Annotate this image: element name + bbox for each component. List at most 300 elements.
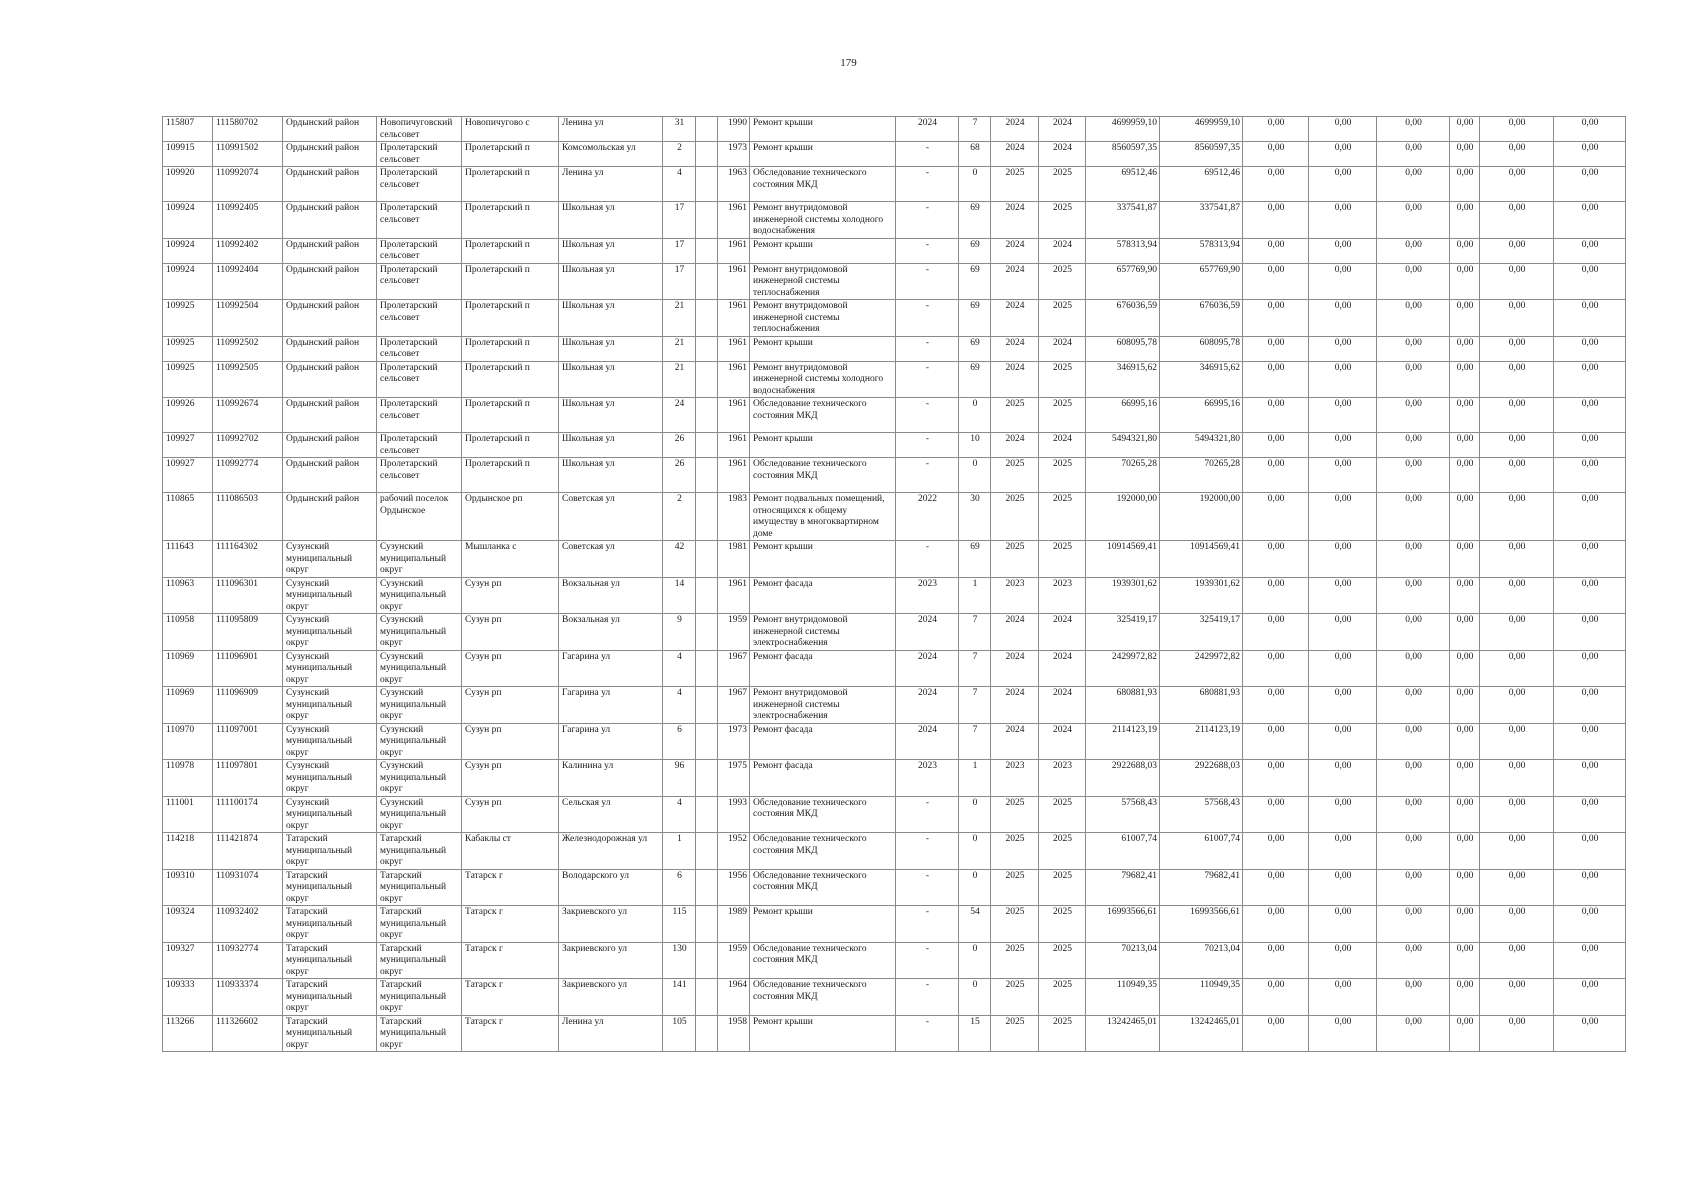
amount-cell-2: 0,00 bbox=[1309, 167, 1377, 202]
amount-cell-3: 0,00 bbox=[1377, 238, 1450, 263]
plan-start-year-cell: 2025 bbox=[991, 458, 1039, 493]
build-year-cell: 1961 bbox=[718, 398, 750, 433]
plan-end-year-cell: 2024 bbox=[1039, 117, 1086, 142]
district-cell: Ордынский район bbox=[283, 336, 377, 361]
table-row bbox=[163, 202, 1626, 239]
amount-cell-2: 0,00 bbox=[1309, 687, 1377, 724]
amount-cell-5: 0,00 bbox=[1480, 1015, 1554, 1052]
amount-cell-1: 0,00 bbox=[1243, 493, 1309, 541]
amount-cell-2: 0,00 bbox=[1309, 650, 1377, 687]
build-year-cell: 1973 bbox=[718, 723, 750, 760]
work-type-cell: Ремонт подвальных помещений, относящихся к общему имуществу в многоквартирном доме bbox=[750, 493, 896, 541]
house-number-cell: 1 bbox=[663, 833, 696, 870]
wear-percent-cell: 0 bbox=[959, 398, 991, 433]
amount-cell-3: 0,00 bbox=[1377, 979, 1450, 1016]
house-number-cell: 4 bbox=[663, 167, 696, 202]
work-code-cell: 110992504 bbox=[213, 300, 283, 337]
total-cost-cell: 8560597,35 bbox=[1160, 142, 1243, 167]
plan-start-year-cell: 2024 bbox=[991, 687, 1039, 724]
locality-cell: Татарск г bbox=[462, 869, 559, 906]
wear-percent-cell: 7 bbox=[959, 614, 991, 651]
house-number-cell: 31 bbox=[663, 117, 696, 142]
plan-start-year-cell: 2024 bbox=[991, 142, 1039, 167]
wear-percent-cell: 0 bbox=[959, 869, 991, 906]
amount-cell-6: 0,00 bbox=[1554, 796, 1626, 833]
locality-cell: Пролетарский п bbox=[462, 202, 559, 239]
district-cell: Ордынский район bbox=[283, 493, 377, 541]
building-letter-cell bbox=[696, 433, 718, 458]
work-type-cell: Обследование технического состояния МКД bbox=[750, 979, 896, 1016]
plan-end-year-cell: 2025 bbox=[1039, 833, 1086, 870]
work-code-cell: 111097801 bbox=[213, 760, 283, 797]
locality-cell: Пролетарский п bbox=[462, 300, 559, 337]
build-year-cell: 1956 bbox=[718, 869, 750, 906]
previous-repair-year-cell: - bbox=[896, 1015, 959, 1052]
amount-cell-6: 0,00 bbox=[1554, 979, 1626, 1016]
plan-end-year-cell: 2025 bbox=[1039, 398, 1086, 433]
amount-cell-5: 0,00 bbox=[1480, 869, 1554, 906]
plan-end-year-cell: 2025 bbox=[1039, 361, 1086, 398]
building-letter-cell bbox=[696, 687, 718, 724]
wear-percent-cell: 69 bbox=[959, 238, 991, 263]
total-cost-cell: 110949,35 bbox=[1160, 979, 1243, 1016]
municipality-cell: Пролетарский сельсовет bbox=[377, 263, 462, 300]
municipality-cell: Пролетарский сельсовет bbox=[377, 398, 462, 433]
total-cost-cell: 2114123,19 bbox=[1160, 723, 1243, 760]
amount-cell-1: 0,00 bbox=[1243, 796, 1309, 833]
previous-repair-year-cell: 2024 bbox=[896, 687, 959, 724]
previous-repair-year-cell: - bbox=[896, 906, 959, 943]
building-letter-cell bbox=[696, 336, 718, 361]
house-id-cell: 109310 bbox=[163, 869, 213, 906]
street-cell: Школьная ул bbox=[559, 398, 663, 433]
amount-cell-2: 0,00 bbox=[1309, 614, 1377, 651]
work-type-cell: Обследование технического состояния МКД bbox=[750, 167, 896, 202]
amount-cell-1: 0,00 bbox=[1243, 117, 1309, 142]
work-code-cell: 111580702 bbox=[213, 117, 283, 142]
work-type-cell: Обследование технического состояния МКД bbox=[750, 869, 896, 906]
amount-cell-1: 0,00 bbox=[1243, 167, 1309, 202]
plan-start-year-cell: 2025 bbox=[991, 796, 1039, 833]
total-cost-cell: 57568,43 bbox=[1160, 796, 1243, 833]
house-number-cell: 17 bbox=[663, 238, 696, 263]
street-cell: Гагарина ул bbox=[559, 650, 663, 687]
cost-cell: 1939301,62 bbox=[1086, 577, 1160, 614]
amount-cell-6: 0,00 bbox=[1554, 433, 1626, 458]
table-row bbox=[163, 263, 1626, 300]
plan-end-year-cell: 2024 bbox=[1039, 238, 1086, 263]
house-id-cell: 114218 bbox=[163, 833, 213, 870]
building-letter-cell bbox=[696, 979, 718, 1016]
amount-cell-3: 0,00 bbox=[1377, 541, 1450, 578]
plan-start-year-cell: 2024 bbox=[991, 614, 1039, 651]
street-cell: Ленина ул bbox=[559, 117, 663, 142]
amount-cell-5: 0,00 bbox=[1480, 906, 1554, 943]
work-code-cell: 110932402 bbox=[213, 906, 283, 943]
house-number-cell: 4 bbox=[663, 796, 696, 833]
previous-repair-year-cell: - bbox=[896, 796, 959, 833]
amount-cell-4: 0,00 bbox=[1450, 979, 1480, 1016]
table-row bbox=[163, 433, 1626, 458]
work-code-cell: 110992402 bbox=[213, 238, 283, 263]
municipality-cell: Сузунский муниципальный округ bbox=[377, 723, 462, 760]
total-cost-cell: 13242465,01 bbox=[1160, 1015, 1243, 1052]
municipality-cell: Татарский муниципальный округ bbox=[377, 833, 462, 870]
locality-cell: Сузун рп bbox=[462, 614, 559, 651]
plan-end-year-cell: 2025 bbox=[1039, 796, 1086, 833]
plan-start-year-cell: 2024 bbox=[991, 300, 1039, 337]
amount-cell-3: 0,00 bbox=[1377, 117, 1450, 142]
locality-cell: Ордынское рп bbox=[462, 493, 559, 541]
building-letter-cell bbox=[696, 541, 718, 578]
district-cell: Татарский муниципальный округ bbox=[283, 906, 377, 943]
amount-cell-1: 0,00 bbox=[1243, 723, 1309, 760]
locality-cell: Пролетарский п bbox=[462, 142, 559, 167]
amount-cell-5: 0,00 bbox=[1480, 458, 1554, 493]
house-id-cell: 109926 bbox=[163, 398, 213, 433]
build-year-cell: 1989 bbox=[718, 906, 750, 943]
house-number-cell: 6 bbox=[663, 723, 696, 760]
previous-repair-year-cell: - bbox=[896, 336, 959, 361]
previous-repair-year-cell: - bbox=[896, 541, 959, 578]
total-cost-cell: 192000,00 bbox=[1160, 493, 1243, 541]
total-cost-cell: 10914569,41 bbox=[1160, 541, 1243, 578]
amount-cell-1: 0,00 bbox=[1243, 833, 1309, 870]
cost-cell: 676036,59 bbox=[1086, 300, 1160, 337]
municipality-cell: Сузунский муниципальный округ bbox=[377, 760, 462, 797]
amount-cell-4: 0,00 bbox=[1450, 614, 1480, 651]
table-row bbox=[163, 687, 1626, 724]
build-year-cell: 1959 bbox=[718, 614, 750, 651]
table-row bbox=[163, 1015, 1626, 1052]
street-cell: Вокзальная ул bbox=[559, 614, 663, 651]
cost-cell: 70213,04 bbox=[1086, 942, 1160, 979]
work-code-cell: 110992774 bbox=[213, 458, 283, 493]
cost-cell: 657769,90 bbox=[1086, 263, 1160, 300]
amount-cell-4: 0,00 bbox=[1450, 493, 1480, 541]
house-id-cell: 110958 bbox=[163, 614, 213, 651]
street-cell: Советская ул bbox=[559, 541, 663, 578]
plan-end-year-cell: 2025 bbox=[1039, 263, 1086, 300]
amount-cell-2: 0,00 bbox=[1309, 263, 1377, 300]
house-id-cell: 109927 bbox=[163, 458, 213, 493]
plan-start-year-cell: 2025 bbox=[991, 493, 1039, 541]
plan-start-year-cell: 2025 bbox=[991, 979, 1039, 1016]
cost-cell: 325419,17 bbox=[1086, 614, 1160, 651]
work-code-cell: 110991502 bbox=[213, 142, 283, 167]
amount-cell-5: 0,00 bbox=[1480, 979, 1554, 1016]
house-id-cell: 113266 bbox=[163, 1015, 213, 1052]
municipality-cell: рабочий поселок Ордынское bbox=[377, 493, 462, 541]
cost-cell: 13242465,01 bbox=[1086, 1015, 1160, 1052]
previous-repair-year-cell: - bbox=[896, 833, 959, 870]
amount-cell-2: 0,00 bbox=[1309, 458, 1377, 493]
amount-cell-5: 0,00 bbox=[1480, 541, 1554, 578]
street-cell: Школьная ул bbox=[559, 263, 663, 300]
cost-cell: 2922688,03 bbox=[1086, 760, 1160, 797]
amount-cell-5: 0,00 bbox=[1480, 942, 1554, 979]
street-cell: Школьная ул bbox=[559, 361, 663, 398]
district-cell: Ордынский район bbox=[283, 398, 377, 433]
house-number-cell: 14 bbox=[663, 577, 696, 614]
locality-cell: Пролетарский п bbox=[462, 167, 559, 202]
street-cell: Гагарина ул bbox=[559, 723, 663, 760]
cost-cell: 4699959,10 bbox=[1086, 117, 1160, 142]
work-type-cell: Ремонт фасада bbox=[750, 650, 896, 687]
amount-cell-6: 0,00 bbox=[1554, 942, 1626, 979]
house-id-cell: 109327 bbox=[163, 942, 213, 979]
work-code-cell: 110992405 bbox=[213, 202, 283, 239]
work-type-cell: Ремонт фасада bbox=[750, 760, 896, 797]
building-letter-cell bbox=[696, 796, 718, 833]
amount-cell-5: 0,00 bbox=[1480, 336, 1554, 361]
amount-cell-6: 0,00 bbox=[1554, 167, 1626, 202]
amount-cell-3: 0,00 bbox=[1377, 614, 1450, 651]
work-type-cell: Ремонт крыши bbox=[750, 906, 896, 943]
district-cell: Сузунский муниципальный округ bbox=[283, 723, 377, 760]
build-year-cell: 1967 bbox=[718, 650, 750, 687]
total-cost-cell: 70265,28 bbox=[1160, 458, 1243, 493]
street-cell: Железнодорожная ул bbox=[559, 833, 663, 870]
total-cost-cell: 325419,17 bbox=[1160, 614, 1243, 651]
plan-start-year-cell: 2025 bbox=[991, 869, 1039, 906]
amount-cell-3: 0,00 bbox=[1377, 1015, 1450, 1052]
amount-cell-4: 0,00 bbox=[1450, 833, 1480, 870]
previous-repair-year-cell: - bbox=[896, 979, 959, 1016]
build-year-cell: 1983 bbox=[718, 493, 750, 541]
plan-end-year-cell: 2025 bbox=[1039, 979, 1086, 1016]
amount-cell-3: 0,00 bbox=[1377, 906, 1450, 943]
building-letter-cell bbox=[696, 300, 718, 337]
plan-end-year-cell: 2025 bbox=[1039, 202, 1086, 239]
wear-percent-cell: 1 bbox=[959, 760, 991, 797]
total-cost-cell: 1939301,62 bbox=[1160, 577, 1243, 614]
total-cost-cell: 69512,46 bbox=[1160, 167, 1243, 202]
municipality-cell: Сузунский муниципальный округ bbox=[377, 687, 462, 724]
build-year-cell: 1958 bbox=[718, 1015, 750, 1052]
amount-cell-5: 0,00 bbox=[1480, 650, 1554, 687]
amount-cell-5: 0,00 bbox=[1480, 117, 1554, 142]
amount-cell-1: 0,00 bbox=[1243, 1015, 1309, 1052]
amount-cell-1: 0,00 bbox=[1243, 577, 1309, 614]
plan-end-year-cell: 2024 bbox=[1039, 142, 1086, 167]
building-letter-cell bbox=[696, 493, 718, 541]
building-letter-cell bbox=[696, 723, 718, 760]
work-code-cell: 110992404 bbox=[213, 263, 283, 300]
district-cell: Татарский муниципальный округ bbox=[283, 1015, 377, 1052]
table-row bbox=[163, 336, 1626, 361]
locality-cell: Сузун рп bbox=[462, 723, 559, 760]
district-cell: Ордынский район bbox=[283, 167, 377, 202]
amount-cell-1: 0,00 bbox=[1243, 398, 1309, 433]
plan-start-year-cell: 2025 bbox=[991, 541, 1039, 578]
street-cell: Ленина ул bbox=[559, 1015, 663, 1052]
amount-cell-1: 0,00 bbox=[1243, 614, 1309, 651]
amount-cell-1: 0,00 bbox=[1243, 869, 1309, 906]
locality-cell: Сузун рп bbox=[462, 650, 559, 687]
work-type-cell: Ремонт крыши bbox=[750, 117, 896, 142]
amount-cell-4: 0,00 bbox=[1450, 142, 1480, 167]
work-code-cell: 111096301 bbox=[213, 577, 283, 614]
plan-start-year-cell: 2024 bbox=[991, 117, 1039, 142]
cost-cell: 578313,94 bbox=[1086, 238, 1160, 263]
amount-cell-6: 0,00 bbox=[1554, 650, 1626, 687]
plan-end-year-cell: 2025 bbox=[1039, 541, 1086, 578]
house-number-cell: 115 bbox=[663, 906, 696, 943]
locality-cell: Пролетарский п bbox=[462, 238, 559, 263]
amount-cell-5: 0,00 bbox=[1480, 577, 1554, 614]
build-year-cell: 1993 bbox=[718, 796, 750, 833]
amount-cell-2: 0,00 bbox=[1309, 336, 1377, 361]
plan-end-year-cell: 2025 bbox=[1039, 942, 1086, 979]
building-letter-cell bbox=[696, 202, 718, 239]
amount-cell-2: 0,00 bbox=[1309, 979, 1377, 1016]
cost-cell: 608095,78 bbox=[1086, 336, 1160, 361]
amount-cell-1: 0,00 bbox=[1243, 906, 1309, 943]
house-number-cell: 21 bbox=[663, 336, 696, 361]
amount-cell-3: 0,00 bbox=[1377, 142, 1450, 167]
table-row bbox=[163, 723, 1626, 760]
work-type-cell: Обследование технического состояния МКД bbox=[750, 398, 896, 433]
house-id-cell: 109924 bbox=[163, 263, 213, 300]
amount-cell-3: 0,00 bbox=[1377, 723, 1450, 760]
wear-percent-cell: 0 bbox=[959, 796, 991, 833]
street-cell: Школьная ул bbox=[559, 202, 663, 239]
plan-end-year-cell: 2023 bbox=[1039, 760, 1086, 797]
build-year-cell: 1961 bbox=[718, 361, 750, 398]
plan-start-year-cell: 2025 bbox=[991, 1015, 1039, 1052]
house-id-cell: 109915 bbox=[163, 142, 213, 167]
amount-cell-6: 0,00 bbox=[1554, 833, 1626, 870]
municipality-cell: Татарский муниципальный округ bbox=[377, 942, 462, 979]
build-year-cell: 1975 bbox=[718, 760, 750, 797]
amount-cell-1: 0,00 bbox=[1243, 650, 1309, 687]
plan-end-year-cell: 2025 bbox=[1039, 1015, 1086, 1052]
locality-cell: Сузун рп bbox=[462, 687, 559, 724]
cost-cell: 192000,00 bbox=[1086, 493, 1160, 541]
previous-repair-year-cell: - bbox=[896, 142, 959, 167]
municipality-cell: Пролетарский сельсовет bbox=[377, 142, 462, 167]
district-cell: Ордынский район bbox=[283, 458, 377, 493]
amount-cell-2: 0,00 bbox=[1309, 493, 1377, 541]
amount-cell-2: 0,00 bbox=[1309, 833, 1377, 870]
table-row bbox=[163, 458, 1626, 493]
locality-cell: Сузун рп bbox=[462, 796, 559, 833]
house-id-cell: 111643 bbox=[163, 541, 213, 578]
amount-cell-2: 0,00 bbox=[1309, 796, 1377, 833]
amount-cell-4: 0,00 bbox=[1450, 723, 1480, 760]
house-number-cell: 9 bbox=[663, 614, 696, 651]
work-type-cell: Ремонт фасада bbox=[750, 577, 896, 614]
house-id-cell: 109925 bbox=[163, 361, 213, 398]
wear-percent-cell: 69 bbox=[959, 300, 991, 337]
building-letter-cell bbox=[696, 1015, 718, 1052]
amount-cell-3: 0,00 bbox=[1377, 361, 1450, 398]
amount-cell-6: 0,00 bbox=[1554, 541, 1626, 578]
work-type-cell: Ремонт крыши bbox=[750, 238, 896, 263]
wear-percent-cell: 0 bbox=[959, 833, 991, 870]
build-year-cell: 1973 bbox=[718, 142, 750, 167]
total-cost-cell: 337541,87 bbox=[1160, 202, 1243, 239]
municipality-cell: Пролетарский сельсовет bbox=[377, 300, 462, 337]
house-number-cell: 4 bbox=[663, 650, 696, 687]
work-code-cell: 111421874 bbox=[213, 833, 283, 870]
work-code-cell: 110992074 bbox=[213, 167, 283, 202]
cost-cell: 79682,41 bbox=[1086, 869, 1160, 906]
cost-cell: 2429972,82 bbox=[1086, 650, 1160, 687]
plan-start-year-cell: 2024 bbox=[991, 433, 1039, 458]
street-cell: Закриевского ул bbox=[559, 942, 663, 979]
house-id-cell: 109924 bbox=[163, 238, 213, 263]
table-row bbox=[163, 650, 1626, 687]
plan-start-year-cell: 2024 bbox=[991, 238, 1039, 263]
municipality-cell: Сузунский муниципальный округ bbox=[377, 541, 462, 578]
work-code-cell: 110992702 bbox=[213, 433, 283, 458]
wear-percent-cell: 30 bbox=[959, 493, 991, 541]
amount-cell-5: 0,00 bbox=[1480, 723, 1554, 760]
plan-end-year-cell: 2023 bbox=[1039, 577, 1086, 614]
total-cost-cell: 346915,62 bbox=[1160, 361, 1243, 398]
cost-cell: 66995,16 bbox=[1086, 398, 1160, 433]
municipality-cell: Пролетарский сельсовет bbox=[377, 458, 462, 493]
amount-cell-5: 0,00 bbox=[1480, 493, 1554, 541]
street-cell: Школьная ул bbox=[559, 238, 663, 263]
locality-cell: Пролетарский п bbox=[462, 263, 559, 300]
amount-cell-2: 0,00 bbox=[1309, 433, 1377, 458]
district-cell: Ордынский район bbox=[283, 361, 377, 398]
building-letter-cell bbox=[696, 361, 718, 398]
plan-end-year-cell: 2024 bbox=[1039, 723, 1086, 760]
amount-cell-1: 0,00 bbox=[1243, 979, 1309, 1016]
table-row bbox=[163, 869, 1626, 906]
build-year-cell: 1959 bbox=[718, 942, 750, 979]
amount-cell-6: 0,00 bbox=[1554, 687, 1626, 724]
amount-cell-3: 0,00 bbox=[1377, 796, 1450, 833]
amount-cell-2: 0,00 bbox=[1309, 760, 1377, 797]
amount-cell-4: 0,00 bbox=[1450, 1015, 1480, 1052]
amount-cell-6: 0,00 bbox=[1554, 117, 1626, 142]
work-type-cell: Ремонт внутридомовой инженерной системы холодного водоснабжения bbox=[750, 361, 896, 398]
previous-repair-year-cell: - bbox=[896, 300, 959, 337]
work-code-cell: 111164302 bbox=[213, 541, 283, 578]
street-cell: Комсомольская ул bbox=[559, 142, 663, 167]
wear-percent-cell: 7 bbox=[959, 687, 991, 724]
work-type-cell: Ремонт внутридомовой инженерной системы электроснабжения bbox=[750, 614, 896, 651]
previous-repair-year-cell: 2024 bbox=[896, 614, 959, 651]
street-cell: Школьная ул bbox=[559, 300, 663, 337]
amount-cell-1: 0,00 bbox=[1243, 687, 1309, 724]
work-type-cell: Обследование технического состояния МКД bbox=[750, 942, 896, 979]
page-number: 179 bbox=[840, 57, 857, 69]
table-row bbox=[163, 760, 1626, 797]
building-letter-cell bbox=[696, 458, 718, 493]
table-row bbox=[163, 238, 1626, 263]
wear-percent-cell: 54 bbox=[959, 906, 991, 943]
amount-cell-3: 0,00 bbox=[1377, 336, 1450, 361]
district-cell: Татарский муниципальный округ bbox=[283, 869, 377, 906]
work-type-cell: Ремонт крыши bbox=[750, 1015, 896, 1052]
building-letter-cell bbox=[696, 398, 718, 433]
work-type-cell: Обследование технического состояния МКД bbox=[750, 833, 896, 870]
build-year-cell: 1961 bbox=[718, 300, 750, 337]
amount-cell-4: 0,00 bbox=[1450, 336, 1480, 361]
amount-cell-6: 0,00 bbox=[1554, 238, 1626, 263]
plan-end-year-cell: 2025 bbox=[1039, 906, 1086, 943]
municipality-cell: Пролетарский сельсовет bbox=[377, 336, 462, 361]
building-letter-cell bbox=[696, 577, 718, 614]
amount-cell-6: 0,00 bbox=[1554, 361, 1626, 398]
build-year-cell: 1990 bbox=[718, 117, 750, 142]
